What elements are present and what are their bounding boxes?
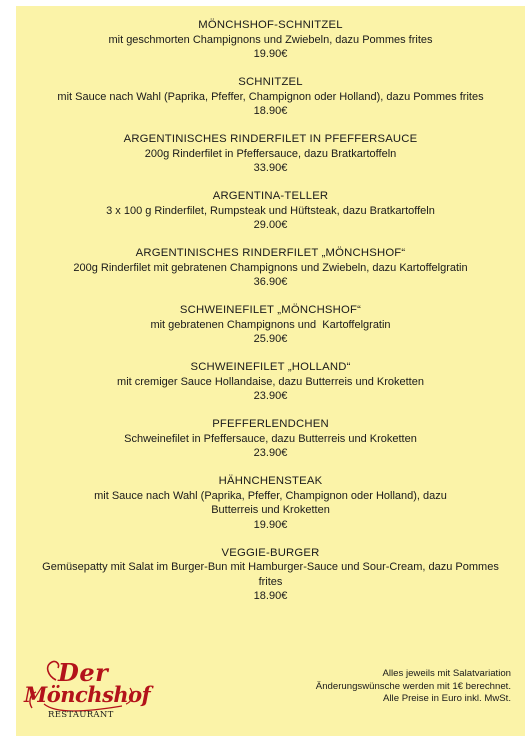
menu-item-description: 200g Rinderfilet mit gebratenen Champignons und Zwiebeln, dazu Kartoffelgratin: [73, 261, 468, 274]
menu-item-price: 36.90€: [253, 276, 288, 288]
menu-item: [16, 474, 525, 532]
menu-item-price: 23.90€: [253, 390, 288, 402]
menu-item: [16, 18, 525, 62]
menu-item-description: mit geschmorten Champignons und Zwiebeln, dazu Pommes frites: [108, 33, 433, 46]
menu-item: [16, 417, 525, 461]
menu-item-name: PFEFFERLENDCHEN: [212, 418, 329, 430]
menu-item-price: 18.90€: [253, 590, 288, 602]
menu-item: [16, 303, 525, 347]
menu-item-description: Schweinefilet in Pfeffersauce, dazu Butterreis und Kroketten: [124, 432, 417, 445]
menu-item-price: 29.00€: [253, 219, 288, 231]
menu-item-name: SCHWEINEFILET „HOLLAND“: [190, 361, 351, 373]
menu-list: [16, 18, 525, 617]
menu-item-price: 19.90€: [253, 48, 288, 60]
menu-item-name: HÄHNCHENSTEAK: [218, 475, 323, 487]
menu-item-name: ARGENTINA-TELLER: [212, 190, 329, 202]
menu-item-description: mit Sauce nach Wahl (Paprika, Pfeffer, Champignon oder Holland), dazu Butterreis und Kroketten: [94, 489, 447, 516]
footer-notes: [316, 668, 511, 706]
menu-item: [16, 246, 525, 290]
menu-item: [16, 75, 525, 119]
menu-item-price: 18.90€: [253, 105, 288, 117]
menu-item-name: ARGENTINISCHES RINDERFILET „MÖNCHSHOF“: [135, 247, 406, 259]
footer-note-line: Alles jeweils mit Salatvariation: [382, 668, 511, 679]
menu-item: [16, 360, 525, 404]
menu-item-description: 3 x 100 g Rinderfilet, Rumpsteak und Hüftsteak, dazu Bratkartoffeln: [106, 204, 435, 217]
menu-item-price: 33.90€: [253, 162, 288, 174]
footer-note-line: Alle Preise in Euro inkl. MwSt.: [383, 693, 511, 704]
menu-item-description: mit Sauce nach Wahl (Paprika, Pfeffer, Champignon oder Holland), dazu Pommes frites: [57, 90, 484, 103]
logo-der: Der: [58, 658, 109, 687]
menu-item-price: 23.90€: [253, 447, 288, 459]
restaurant-logo: [24, 658, 151, 730]
logo-subtitle: RESTAURANT: [48, 710, 114, 720]
menu-item-name: MÖNCHSHOF-SCHNITZEL: [198, 19, 343, 31]
menu-item-description: mit cremiger Sauce Hollandaise, dazu Butterreis und Kroketten: [117, 375, 424, 388]
menu-item-price: 25.90€: [253, 333, 288, 345]
menu-item-price: 19.90€: [253, 518, 288, 531]
menu-item-name: SCHNITZEL: [238, 76, 303, 88]
footer-note-line: Änderungswünsche werden mit 1€ berechnet.: [315, 680, 511, 692]
menu-item: [16, 189, 525, 233]
menu-item-name: VEGGIE-BURGER: [221, 546, 320, 559]
menu-item-name: SCHWEINEFILET „MÖNCHSHOF“: [179, 304, 362, 316]
menu-item: [16, 546, 525, 604]
menu-item-description: mit gebratenen Champignons und Kartoffelgratin: [150, 318, 391, 331]
menu-item-description: Gemüsepatty mit Salat im Burger-Bun mit Hamburger-Sauce und Sour-Cream, dazu Pommes frites: [42, 561, 499, 588]
logo-name: Mönchshof: [24, 682, 151, 707]
menu-item-description: 200g Rinderfilet in Pfeffersauce, dazu Bratkartoffeln: [144, 147, 397, 160]
menu-page: [16, 6, 525, 736]
menu-item: [16, 132, 525, 176]
menu-item-name: ARGENTINISCHES RINDERFILET IN PFEFFERSAUCE: [123, 133, 418, 145]
